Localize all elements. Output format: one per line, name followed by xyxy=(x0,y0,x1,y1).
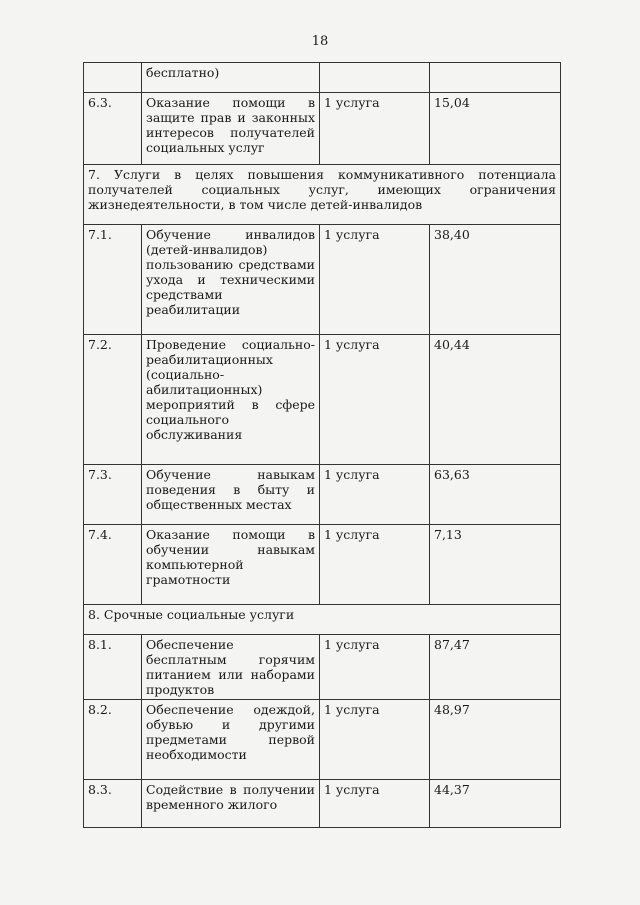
row-number: 8.1. xyxy=(84,635,142,700)
service-name: Оказание помощи в защите прав и законных интересов получателей социальных услуг xyxy=(142,93,320,165)
service-name: Обеспечение бесплатным горячим питанием или наборами продуктов xyxy=(142,635,320,700)
service-name: Проведение социально-реабилитационных (социально-абилитационных) мероприятий в сфере социального обслуживания xyxy=(142,335,320,465)
table-row xyxy=(84,63,561,93)
service-name: Обеспечение одеждой, обувью и другими предметами первой необходимости xyxy=(142,700,320,780)
table-row xyxy=(84,780,561,828)
table-row xyxy=(84,525,561,605)
service-price: 38,40 xyxy=(430,225,561,335)
row-number: 6.3. xyxy=(84,93,142,165)
table-row xyxy=(84,93,561,165)
service-unit xyxy=(320,63,430,93)
services-table-body xyxy=(84,63,561,828)
row-number: 7.2. xyxy=(84,335,142,465)
service-name: Содействие в получении временного жилого xyxy=(142,780,320,828)
service-unit: 1 услуга xyxy=(320,700,430,780)
table-row xyxy=(84,465,561,525)
service-price: 87,47 xyxy=(430,635,561,700)
service-price: 7,13 xyxy=(430,525,561,605)
table-row xyxy=(84,225,561,335)
service-unit: 1 услуга xyxy=(320,93,430,165)
service-unit: 1 услуга xyxy=(320,780,430,828)
section-heading-row xyxy=(84,165,561,225)
section-heading: 8. Срочные социальные услуги xyxy=(84,605,561,635)
page-number: 18 xyxy=(311,34,329,49)
row-number: 8.3. xyxy=(84,780,142,828)
service-unit: 1 услуга xyxy=(320,525,430,605)
service-name: Обучение инвалидов (детей-инвалидов) пользованию средствами ухода и техническими средствами реабилитации xyxy=(142,225,320,335)
section-heading: 7. Услуги в целях повышения коммуникативного потенциала получателей социальных услуг, имеющих ограничения жизнедеятельности, в том числе детей-инвалидов xyxy=(84,165,561,225)
service-price: 15,04 xyxy=(430,93,561,165)
row-number: 8.2. xyxy=(84,700,142,780)
row-number xyxy=(84,63,142,93)
services-table xyxy=(83,62,561,828)
service-price: 44,37 xyxy=(430,780,561,828)
row-number: 7.1. xyxy=(84,225,142,335)
service-name: Оказание помощи в обучении навыкам компьютерной грамотности xyxy=(142,525,320,605)
service-unit: 1 услуга xyxy=(320,635,430,700)
service-price: 40,44 xyxy=(430,335,561,465)
service-price: 63,63 xyxy=(430,465,561,525)
table-row xyxy=(84,635,561,700)
service-unit: 1 услуга xyxy=(320,465,430,525)
table-row xyxy=(84,700,561,780)
service-unit: 1 услуга xyxy=(320,335,430,465)
service-price xyxy=(430,63,561,93)
row-number: 7.4. xyxy=(84,525,142,605)
service-unit: 1 услуга xyxy=(320,225,430,335)
service-name: Обучение навыкам поведения в быту и общественных местах xyxy=(142,465,320,525)
section-heading-row xyxy=(84,605,561,635)
service-price: 48,97 xyxy=(430,700,561,780)
service-name: бесплатно) xyxy=(142,63,320,93)
table-row xyxy=(84,335,561,465)
row-number: 7.3. xyxy=(84,465,142,525)
